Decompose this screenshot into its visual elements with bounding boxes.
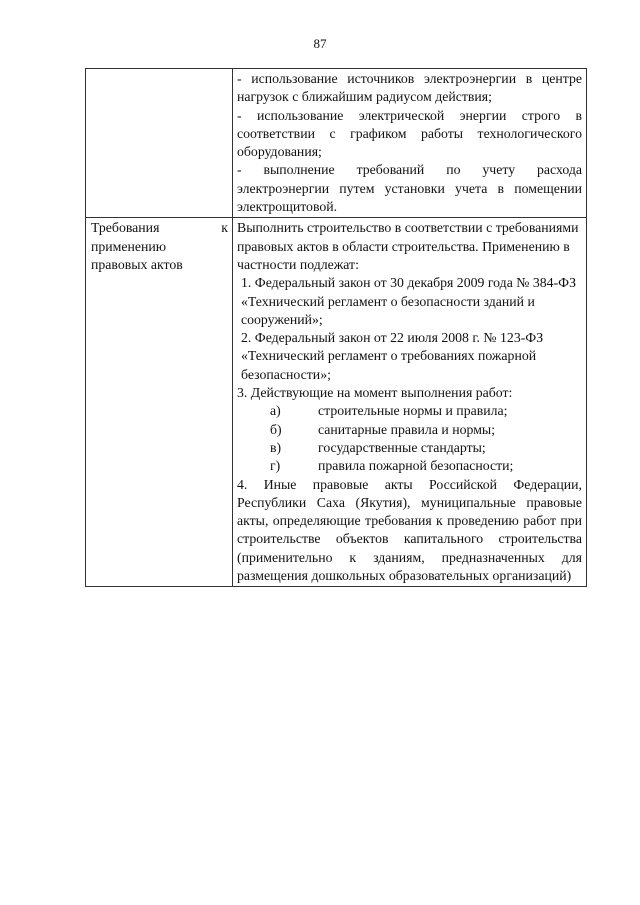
label-preposition: к [221, 220, 228, 236]
row-label [86, 218, 232, 274]
sub-item-marker: а) [270, 403, 281, 419]
sub-item [237, 439, 582, 457]
table-row [86, 218, 587, 587]
row1-label-cell [86, 69, 233, 218]
sub-item [237, 421, 582, 439]
sub-item-marker: г) [270, 458, 281, 474]
sub-item-text: санитарные правила и нормы; [318, 421, 496, 437]
list-item: - использование источников электроэнергии в центре нагрузок с ближайшим радиусом действия; [237, 71, 582, 105]
row2-label-cell [86, 218, 233, 587]
row1-content-cell [233, 69, 587, 218]
law-item-4: 4. Иные правовые акты Российской Федерации, Республики Саха (Якутия), муниципальные правовые акты, определяющие требования к проведению работ при строительстве объектов капитального строительства (применительно к зданиям, предназначенных для размещения дошкольных образовательных организаций) [237, 476, 582, 584]
law-item-2: 2. Федеральный закон от 22 июля 2008 г. № 123-ФЗ «Технический регламент о требованиях пожарной безопасности»; [241, 330, 544, 382]
intro-paragraph: Выполнить строительство в соответствии с требованиями правовых актов в области строительства. Применению в частности подлежат: [237, 220, 579, 272]
sub-item [237, 402, 582, 420]
list-item: - использование электрической энергии строго в соответствии с графиком работы технологического оборудования; [237, 107, 582, 160]
row2-content-cell [233, 218, 587, 587]
page-number: 87 [313, 36, 327, 51]
label-word: Требования [91, 220, 160, 236]
sub-item-text: строительные нормы и правила; [318, 403, 508, 419]
sub-item-text: правила пожарной безопасности; [318, 458, 514, 474]
list-item: - выполнение требований по учету расхода электроэнергии путем установки учета в помещении электрощитовой. [237, 162, 582, 215]
sub-item-text: государственные стандарты; [318, 439, 486, 455]
table-row [86, 69, 587, 218]
sub-item-marker: в) [270, 439, 282, 455]
requirements-table [85, 68, 587, 587]
law-item-3: 3. Действующие на момент выполнения работ: [237, 385, 513, 401]
label-line: правовых актов [91, 256, 183, 272]
label-line: применению [91, 238, 167, 254]
sub-item [237, 457, 582, 475]
law-item-1: 1. Федеральный закон от 30 декабря 2009 года № 384-ФЗ «Технический регламент о безопасности зданий и сооружений»; [241, 275, 576, 327]
sub-item-marker: б) [270, 421, 282, 437]
